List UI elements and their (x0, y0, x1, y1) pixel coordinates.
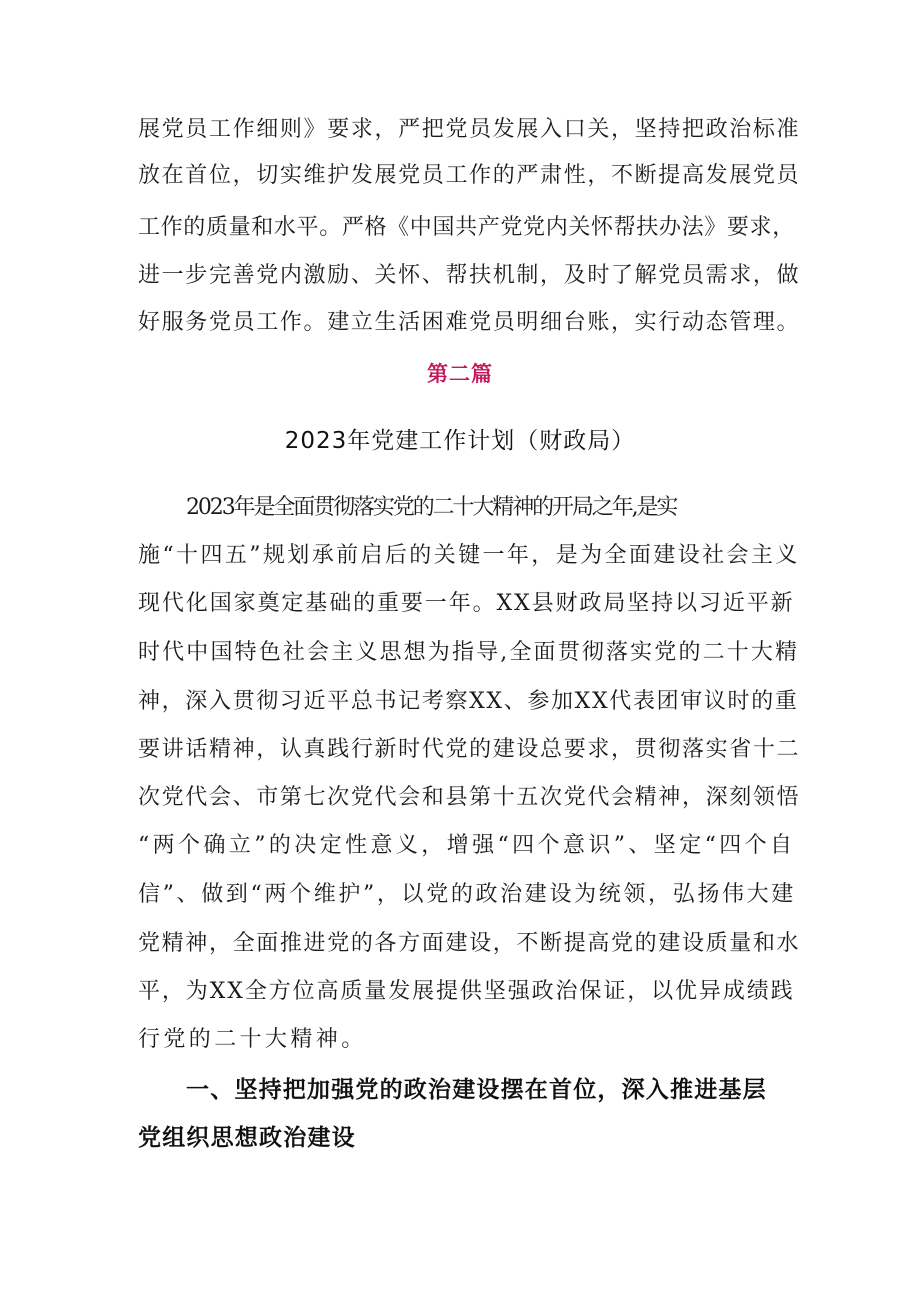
intro-line: 工作的质量和水平。严格《中国共产党党内关怀帮扶办法》要求， (138, 215, 795, 240)
body-line: 平，为XX全方位高质量发展提供坚强政治保证，以优异成绩践 (138, 979, 795, 1004)
body-line: 神，深入贯彻习近平总书记考察XX、参加XX代表团审议时的重 (138, 689, 799, 714)
body-line: “两个确立”的决定性意义，增强“四个意识”、坚定“四个自 (138, 833, 796, 858)
body-line: 时代中国特色社会主义思想为指导,全面贯彻落实党的二十大精 (138, 640, 800, 665)
body-line: 施“十四五”规划承前启后的关键一年，是为全面建设社会主义 (138, 543, 800, 568)
body-line: 现代化国家奠定基础的重要一年。XX县财政局坚持以习近平新 (138, 591, 795, 616)
body-line: 2023年是全面贯彻落实党的二十大精神的开局之年,是实 (186, 495, 677, 520)
body-line: 行党的二十大精神。 (138, 1027, 367, 1052)
body-line: 党精神，全面推进党的各方面建设，不断提高党的建设质量和水 (138, 931, 801, 956)
document-title: 2023年党建工作计划（财政局） (284, 428, 636, 454)
intro-line: 进一步完善党内激励、关怀、帮扶机制，及时了解党员需求，做 (138, 263, 801, 288)
body-line: 次党代会、市第七次党代会和县第十五次党代会精神，深刻领悟 (138, 785, 801, 810)
body-line: 要讲话精神，认真践行新时代党的建设总要求，贯彻落实省十二 (138, 737, 801, 762)
section-heading-line: 一、坚持把加强党的政治建设摆在首位，深入推进基层 (186, 1077, 767, 1103)
intro-line: 好服务党员工作。建立生活困难党员明细台账，实行动态管理。 (138, 310, 801, 335)
body-line: 信”、做到“两个维护”，以党的政治建设为统领，弘扬伟大建 (138, 882, 796, 907)
section-heading-line: 党组织思想政治建设 (138, 1125, 356, 1151)
intro-line: 展党员工作细则》要求，严把党员发展入口关，坚持把政治标准 (138, 117, 801, 142)
intro-line: 放在首位，切实维护发展党员工作的严肃性，不断提高发展党员 (138, 163, 801, 188)
section-label: 第二篇 (427, 362, 493, 386)
